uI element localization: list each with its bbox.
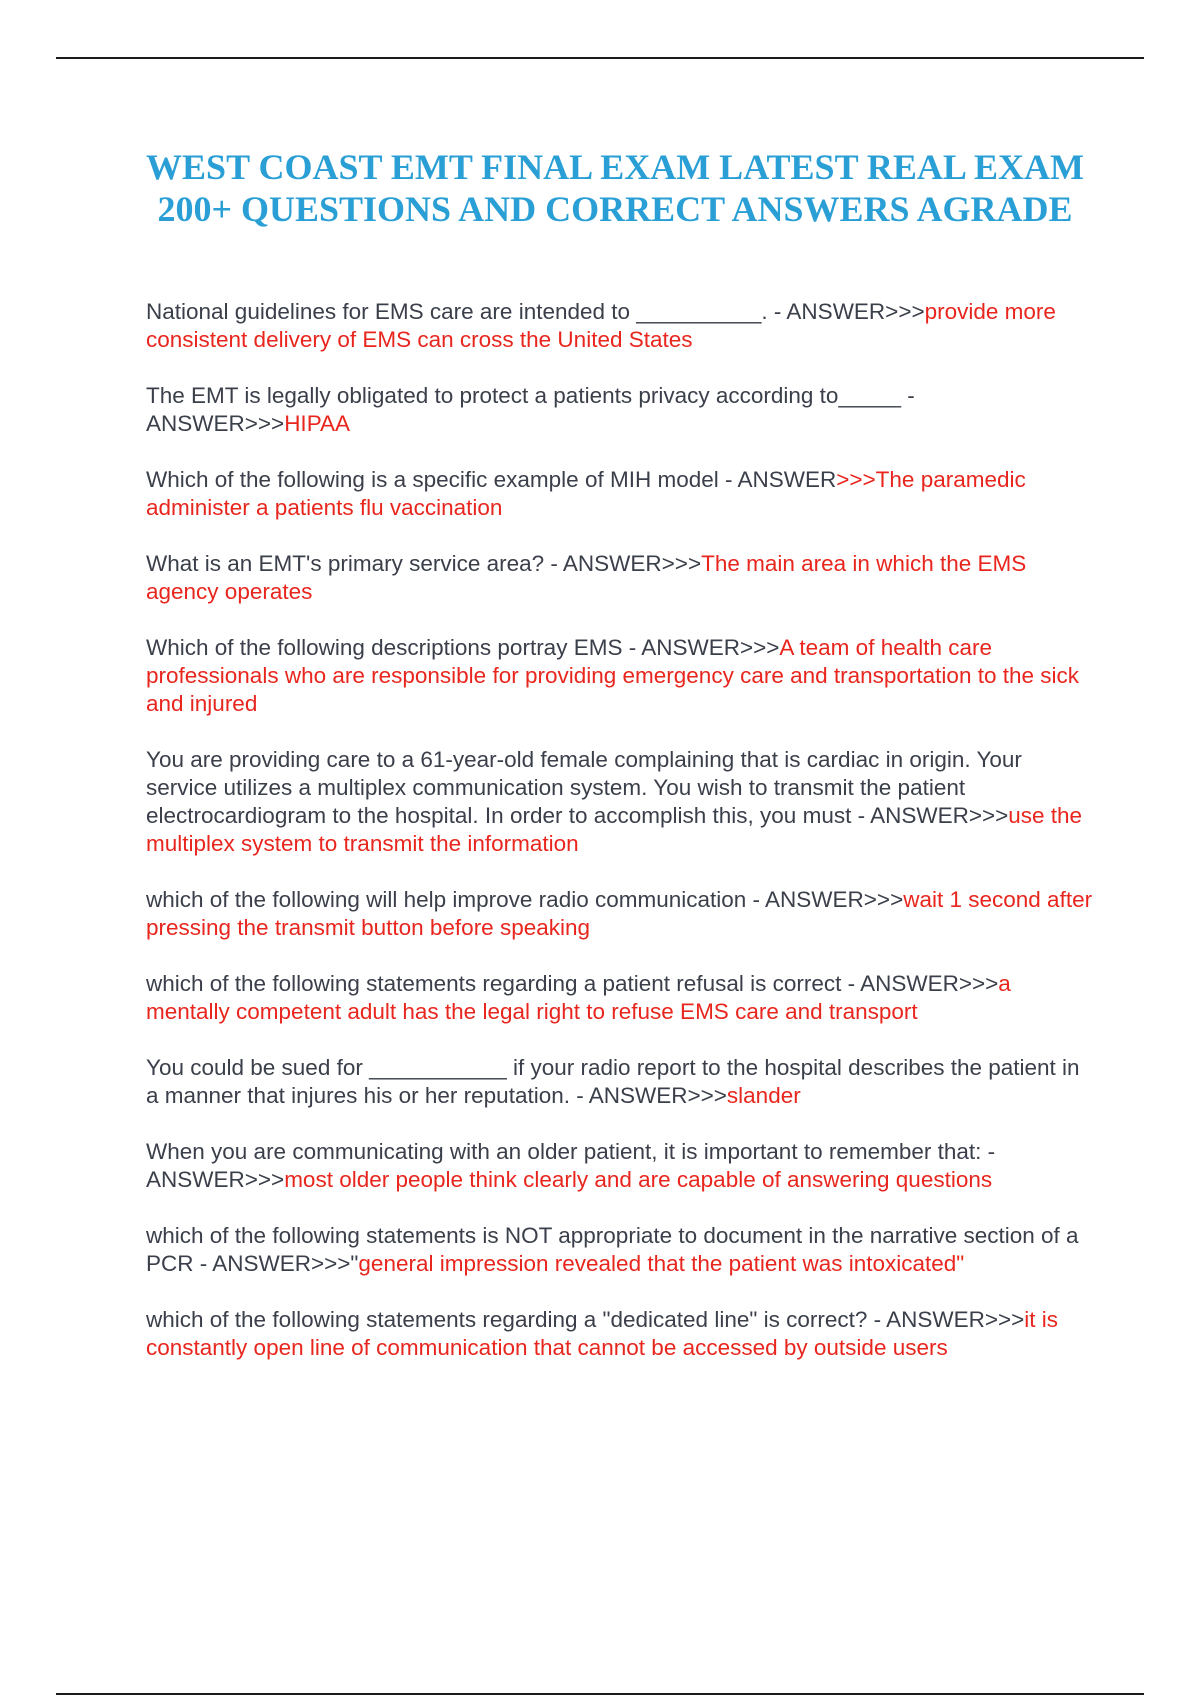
qa-item [146,382,1096,438]
question-text: The EMT is legally obligated to protect a patients privacy according to_____ - ANSWER>>> [146,383,915,436]
qa-item [146,970,1096,1026]
answer-text: HIPAA [284,411,351,436]
answer-text: slander [726,1083,801,1108]
qa-item [146,1222,1096,1278]
qa-item [146,550,1096,606]
qa-item [146,1054,1096,1110]
question-text: Which of the following descriptions portray EMS - ANSWER>>> [146,635,780,660]
question-text: You could be sued for ___________ if your radio report to the hospital describes the patient in a manner that injures his or her reputation. - ANSWER>>> [146,1055,1080,1108]
answer-text: it is constantly open line of communication that cannot be accessed by outside users [146,1307,1059,1360]
question-text: You are providing care to a 61-year-old female complaining that is cardiac in origin. Your service utilizes a multiplex communication system. You wish to transmit the patient electrocardiogram to the hospital. In order to accomplish this, you must - ANSWER>>> [146,747,1022,828]
top-rule [56,57,1144,59]
qa-item [146,746,1096,858]
qa-item [146,1138,1096,1194]
question-text: When you are communicating with an older patient, it is important to remember that: - ANSWER>>> [146,1139,996,1192]
answer-text: wait 1 second after pressing the transmit button before speaking [146,887,1093,940]
qa-list [146,298,1096,1390]
qa-item [146,1306,1096,1362]
answer-text: >>>The paramedic administer a patients flu vaccination [146,467,1026,520]
question-text: National guidelines for EMS care are intended to __________. - ANSWER>>> [146,299,925,324]
qa-item [146,634,1096,718]
question-text: which of the following statements is NOT appropriate to document in the narrative section of a PCR - ANSWER>>>" [146,1223,1079,1276]
document-title: WEST COAST EMT FINAL EXAM LATEST REAL EXAM 200+ QUESTIONS AND CORRECT ANSWERS AGRADE [146,147,1084,229]
answer-text: most older people think clearly and are capable of answering questions [284,1167,993,1192]
question-text: which of the following statements regarding a "dedicated line" is correct? - ANSWER>>> [146,1307,1025,1332]
question-text: which of the following statements regarding a patient refusal is correct - ANSWER>>> [146,971,999,996]
answer-text: provide more consistent delivery of EMS can cross the United States [146,299,1056,352]
answer-text: A team of health care professionals who are responsible for providing emergency care and transportation to the sick and injured [146,635,1080,716]
qa-item [146,466,1096,522]
qa-item [146,298,1096,354]
answer-text: use the multiplex system to transmit the information [146,803,1083,856]
answer-text: a mentally competent adult has the legal right to refuse EMS care and transport [146,971,1011,1024]
answer-text: The main area in which the EMS agency operates [146,551,1027,604]
answer-text: general impression revealed that the patient was intoxicated" [358,1251,965,1276]
question-text: Which of the following is a specific example of MIH model - ANSWER [146,467,837,492]
bottom-rule [56,1693,1144,1695]
question-text: What is an EMT's primary service area? - ANSWER>>> [146,551,702,576]
question-text: which of the following will help improve radio communication - ANSWER>>> [146,887,904,912]
qa-item [146,886,1096,942]
